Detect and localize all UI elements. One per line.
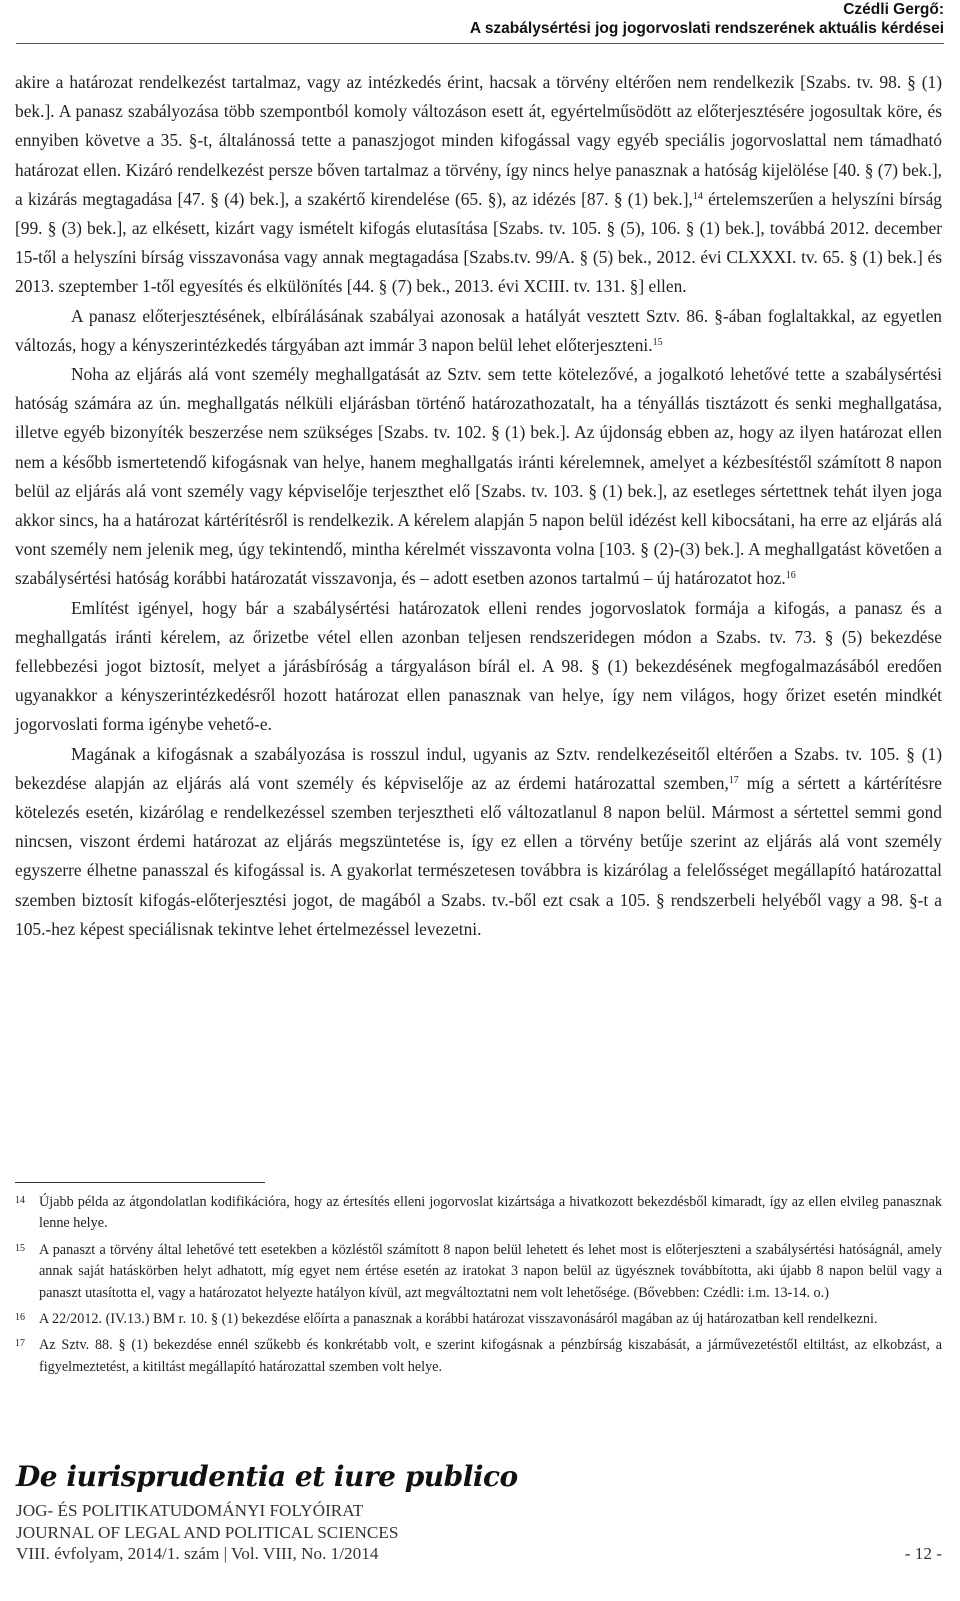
paragraph: Magának a kifogásnak a szabályozása is rosszul indul, ugyanis az Sztv. rendelkezéseitől eltérően a Szabs. tv. 105. § (1) bekezdése alapján az eljárás alá vont személy és képviselője az az érdemi határozattal szemben,$^{17}$ míg a sértett a kártérítésre kötelezés esetén, kizárólag e rendelkezéssel szemben terjesztheti elő változatlanul 8 napon belül. Mármost a sértettel semmi gond nincsen, viszont érdemi határozat az eljárás megszüntetése is, így ez ellen a törvény betűje szerint az eljárás alá vont személy egyszerre élhetne panasszal és kifogással is. A gyakorlat természetesen továbbra is kizárólag a felelősséget megállapító határozattal szemben biztosít kifogás-előterjesztési jogot, de magából a Szabs. tv.-ből ezt csak a 105. § rendszerbeli helyéből vagy a 98. §-t a 105.-hez képest speciálisnak tekintve lehet értelmezéssel levezetni. [15,743,942,939]
footnote-number: 15 [15,1242,25,1254]
header-author: Czédli Gergő: [843,1,944,18]
body-text [15,68,942,944]
journal-logo: De iurisprudentia et iure publico [16,1460,518,1493]
footnotes [15,1192,942,1383]
header-title: A szabálysértési jog jogorvoslati rendszerének aktuális kérdései [469,20,944,37]
footnote-divider [15,1182,265,1183]
footnote-text: A 22/2012. (IV.13.) BM r. 10. § (1) bekezdése előírta a panasznak a korábbi határozat visszavonásáról magában az új határozatban kell rendelkezni. [39,1311,878,1328]
footnote-ref[interactable]: 17 [728,774,739,786]
footnote-number: 14 [15,1195,25,1206]
journal-name-hu: JOG- ÉS POLITIKATUDOMÁNYI FOLYÓIRAT [16,1501,364,1520]
journal-name-en: JOURNAL OF LEGAL AND POLITICAL SCIENCES [16,1522,399,1542]
footnote-number: 16 [15,1312,25,1324]
footnote-text: A panaszt a törvény által lehetővé tett esetekben a közléstől számított 8 napon belül lehetett és lehet most is előterjeszteni a szabálysértési hatóságnál, amely annak saját hatáskörben helyt adhatott, míg egyet nem értése esetén az iratokat 3 napon belül az ügyésznek továbbította, aki újabb 8 napon belül vagy a panaszt utasította el, vagy a határozatot helyezte hatályon kívül, azt megváltoztatni nem volt lehetősége. (Bővebben: Czédli: i.m. 13-14. o.) [39,1241,942,1301]
paragraph: Említést igényel, hogy bár a szabálysértési határozatok elleni rendes jogorvoslatok formája a kifogás, a panasz és a meghallgatás iránti kérelem, az őrizetbe vétel ellen azonban teljesen rendszeridegen módon a Szabs. tv. 73. § (5) bekezdése fellebbezési jogot biztosít, melyet a járásbíróság a tárgyaláson bírál el. A 98. § (1) bekezdésének megfogalmazásából eredően ugyanakkor a kényszerintézkedésről hozott határozat ellen panasznak van helye, így nem világos, hogy őrizet esetén mindkét jogorvoslati forma igénybe vehető-e. [15,597,942,735]
footnote [15,1192,942,1235]
journal-name [16,1500,398,1543]
header-divider [16,43,944,44]
footnote [15,1240,942,1304]
running-header [44,0,944,38]
footnote [15,1309,942,1330]
page-number: - 12 - [904,1544,942,1563]
paragraph: A panasz előterjesztésének, elbírálásának szabályai azonosak a hatályát vesztett Sztv. 86. §-ában foglaltakkal, az egyetlen változás, hogy a kényszerintézkedés tárgyában azt immár 3 napon belül lehet előterjeszteni.$^{15}$ [15,305,942,355]
paragraph: akire a határozat rendelkezést tartalmaz, vagy az intézkedés érint, hacsak a törvény eltérően nem rendelkezik [Szabs. tv. 98. § (1) bek.]. A panasz szabályozása több szempontból komoly változáson esett át, egyértelműsödött az előterjesztésére jogosultak köre, és ennyiben követve a 35. §-t, általánossá tette a panaszjogot minden kifogással vagy egyéb speciális jogorvoslattal nem támadható határozat ellen. Kizáró rendelkezést persze bőven tartalmaz a törvény, így nincs helye panasznak a hatóság kijelölése [40. § (7) bek.], a kizárás megtagadása [47. § (4) bek.], a szakértő kirendelése (65. §), az idézés [87. § (1) bek.],$^{14}$ értelemszerűen a helyszíni bírság [99. § (3) bek.], az elkésett, kizárt vagy ismételt kifogás elutasítása [Szabs. tv. 105. § (5), 106. § (1) bek.], továbbá 2012. december 15-től a helyszíni bírság visszavonása vagy annak megtagadása [Szabs.tv. 99/A. § (5) bek., 2012. évi CLXXXI. tv. 65. § (1) bek.] és 2013. szeptember 1-től egyesítés és elkülönítés [44. § (7) bek., 2013. évi XCIII. tv. 131. §] ellen. [15,72,943,297]
footnote-ref[interactable]: 14 [692,190,703,202]
footnote-number: 17 [15,1338,25,1350]
footnote [15,1335,942,1378]
footer-issue-line [16,1544,942,1564]
footnote-text: Újabb példa az átgondolatlan kodifikációra, hogy az értesítés elleni jogorvoslat kizártsága a hivatkozott bekezdésből kimaradt, így az ellen elvileg panasznak lenne helye. [39,1194,942,1232]
footnote-ref[interactable]: 16 [785,570,796,582]
footnote-text: Az Sztv. 88. § (1) bekezdése ennél szűkebb és konkrétabb volt, e szerint kifogásnak a pénzbírság kiszabását, a járművezetéstől eltiltást, az elkobzást, a figyelmeztetést, a kitiltást megállapító határozattal szemben volt helye. [39,1337,942,1375]
footnote-ref[interactable]: 15 [652,336,663,348]
paragraph: Noha az eljárás alá vont személy meghallgatását az Sztv. sem tette kötelezővé, a jogalkotó lehetővé tette a szabálysértési hatóság számára az ún. meghallgatás nélküli eljárásban történő határozathozatalt, ha a tényállás tisztázott és senki meghallgatása, illetve egyéb bizonyíték beszerzése nem szükséges [Szabs. tv. 102. § (1) bek.]. Az újdonság ebben az, hogy az ilyen határozat ellen nem a később ismertetendő kifogásnak van helye, hanem meghallgatás iránti kérelemnek, amelyet a kézbesítéstől számított 8 napon belül az eljárás alá vont személy vagy képviselője terjeszthet elő [Szabs. tv. 103. § (1) bek.], az esetleges sértettnek tehát ilyen joga akkor sincs, ha a határozat kártérítésről is rendelkezik. A kérelem alapján 5 napon belül idézést kell kibocsátani, ha erre az eljárás alá vont személy nem jelenik meg, úgy tekintendő, mintha kérelmét visszavonta volna [103. § (2)-(3) bek.]. A meghallgatást követően a szabálysértési hatóság korábbi határozatát visszavonja, és – adott esetben azonos tartalmú – új határozatot hoz.$^{16}$ [15,364,942,589]
issue-info: VIII. évfolyam, 2014/1. szám | Vol. VIII, No. 1/2014 [16,1544,379,1563]
